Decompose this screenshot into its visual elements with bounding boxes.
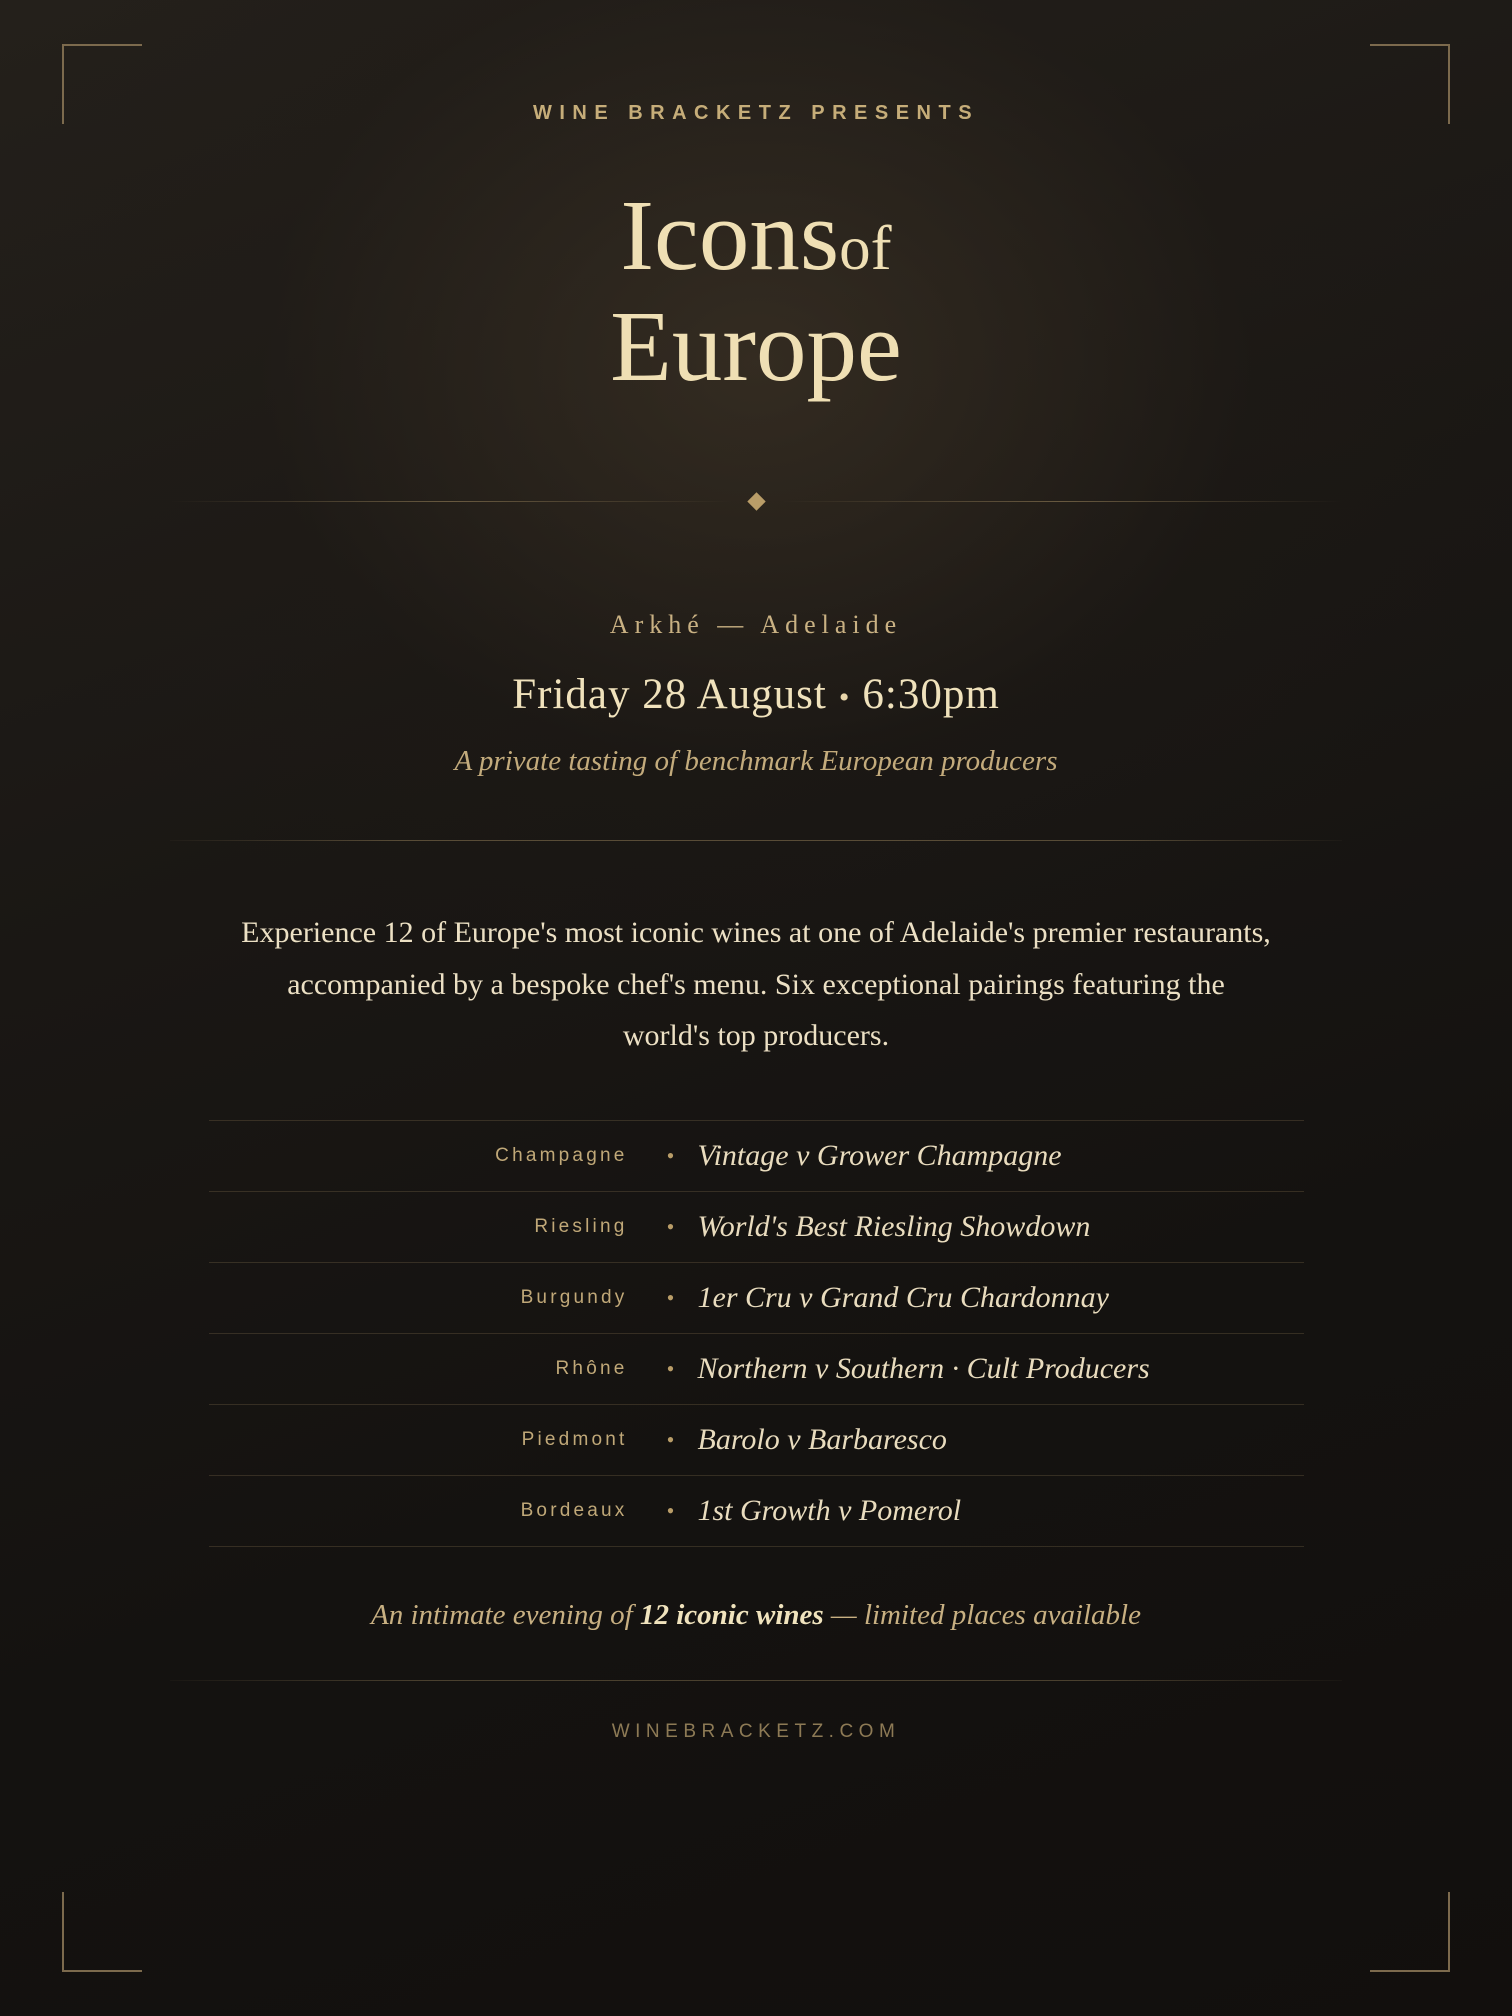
date-time-separator: •	[838, 681, 851, 715]
closing-highlight: 12 iconic wines	[639, 1598, 824, 1631]
list-item	[209, 1262, 1304, 1333]
section-rule-top	[170, 840, 1342, 841]
pairing-matchup: 1st Growth v Pomerol	[697, 1493, 962, 1527]
title-main-word: Icons	[620, 179, 840, 291]
website-footer: WINEBRACKETZ.COM	[611, 1720, 901, 1742]
pairing-region: Rhône	[555, 1357, 628, 1379]
pairing-region: Bordeaux	[520, 1499, 628, 1521]
event-time: 6:30pm	[862, 671, 1000, 719]
list-item	[209, 1333, 1304, 1404]
diamond-icon	[747, 492, 765, 510]
bullet-icon: •	[666, 1426, 675, 1452]
divider-rule-right	[781, 501, 1343, 502]
section-rule-footer	[170, 1680, 1342, 1681]
closing-prefix: An intimate evening of	[370, 1598, 640, 1631]
pairings-list	[209, 1120, 1304, 1547]
bullet-icon: •	[666, 1355, 675, 1381]
pairing-matchup: World's Best Riesling Showdown	[697, 1209, 1091, 1243]
pairing-matchup: Vintage v Grower Champagne	[697, 1138, 1062, 1172]
title-line-one	[170, 179, 1342, 291]
date-time-line	[170, 670, 1342, 719]
pairing-region: Burgundy	[520, 1286, 628, 1308]
list-item	[209, 1191, 1304, 1262]
pairing-matchup: Northern v Southern · Cult Producers	[697, 1351, 1150, 1385]
divider-rule-left	[170, 501, 732, 502]
diamond-divider	[170, 495, 1342, 508]
pairing-matchup: Barolo v Barbaresco	[697, 1422, 947, 1456]
bullet-icon: •	[666, 1142, 675, 1168]
pairing-region: Piedmont	[521, 1428, 628, 1450]
closing-line	[170, 1599, 1342, 1632]
event-date: Friday 28 August	[512, 671, 827, 719]
event-description: Experience 12 of Europe's most iconic wines at one of Adelaide's premier restaurants, accompanied by a bespoke chef's menu. Six exceptional pairings featuring the world's top producers.	[241, 916, 1271, 1053]
list-item	[209, 1475, 1304, 1547]
presenter-kicker: WINE BRACKETZ PRESENTS	[532, 102, 980, 124]
bullet-icon: •	[666, 1497, 675, 1523]
pairing-region: Champagne	[495, 1144, 628, 1166]
pairing-matchup: 1er Cru v Grand Cru Chardonnay	[697, 1280, 1109, 1314]
bullet-icon: •	[666, 1213, 675, 1239]
title-line-two: Europe	[610, 290, 902, 403]
title-connector-word: of	[839, 213, 892, 283]
list-item	[209, 1404, 1304, 1475]
venue-line: Arkhé — Adelaide	[609, 610, 903, 640]
bullet-icon: •	[666, 1284, 675, 1310]
list-item	[209, 1120, 1304, 1191]
pairing-region: Riesling	[534, 1215, 628, 1237]
closing-suffix: — limited places available	[823, 1598, 1141, 1631]
poster-title	[170, 179, 1342, 403]
event-subtitle: A private tasting of benchmark European producers	[454, 745, 1058, 778]
